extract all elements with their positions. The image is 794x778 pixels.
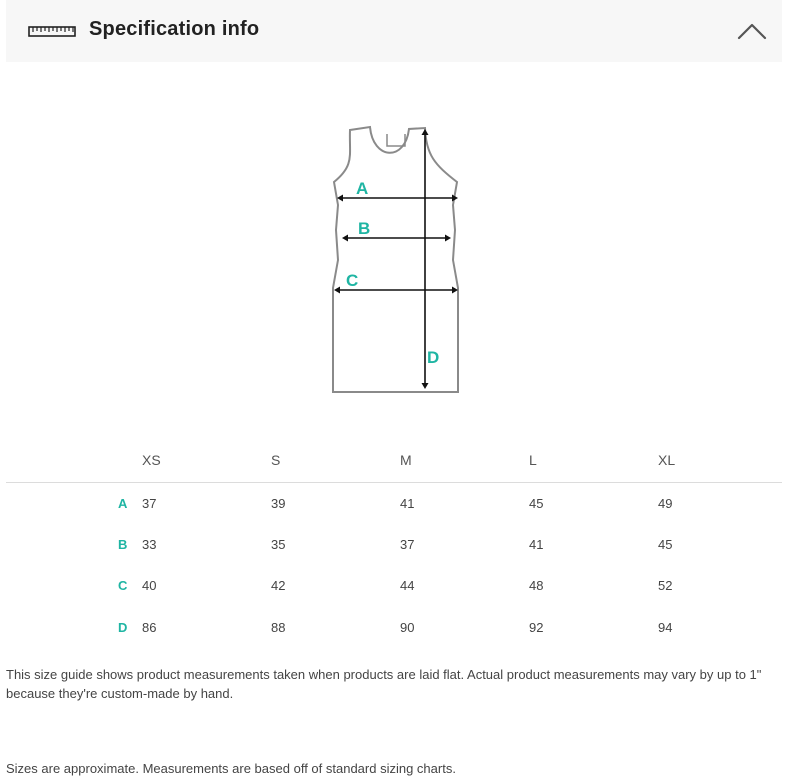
row-label-c: C [118,578,128,593]
table-cell: 35 [271,537,286,552]
table-cell: 40 [142,578,157,593]
dress-neck-tag [387,134,405,146]
table-cell: 45 [658,537,673,552]
row-label-d: D [118,620,128,635]
size-header-xs: XS [142,452,161,468]
table-cell: 37 [142,496,157,511]
table-cell: 52 [658,578,673,593]
measurement-note: This size guide shows product measurements taken when products are laid flat. Actual product measurements may vary by up to 1" because they're custom-made by hand. [6,667,762,701]
table-cell: 86 [142,620,157,635]
dress-diagram [325,120,470,400]
ruler-icon [28,24,76,38]
row-label-a: A [118,496,128,511]
size-header-s: S [271,452,281,468]
diagram-label-b: B [358,219,371,238]
table-cell: 94 [658,620,673,635]
table-cell: 90 [400,620,415,635]
size-header-l: L [529,452,537,468]
row-label-b: B [118,537,128,552]
chevron-up-icon[interactable] [736,18,768,42]
table-cell: 48 [529,578,544,593]
size-header-xl: XL [658,452,676,468]
table-cell: 49 [658,496,673,511]
table-cell: 33 [142,537,157,552]
size-header-m: M [400,452,412,468]
table-divider [6,482,782,483]
diagram-label-a: A [356,179,369,198]
table-cell: 88 [271,620,286,635]
section-title: Specification info [89,18,260,40]
table-cell: 42 [271,578,286,593]
table-cell: 92 [529,620,544,635]
table-cell: 41 [400,496,415,511]
spec-info-header[interactable] [6,0,782,62]
table-cell: 37 [400,537,415,552]
diagram-label-c: C [346,271,359,290]
table-cell: 45 [529,496,544,511]
approximate-note: Sizes are approximate. Measurements are based off of standard sizing charts. [6,761,456,776]
diagram-label-d: D [427,348,440,367]
table-cell: 44 [400,578,415,593]
table-cell: 41 [529,537,544,552]
table-cell: 39 [271,496,286,511]
